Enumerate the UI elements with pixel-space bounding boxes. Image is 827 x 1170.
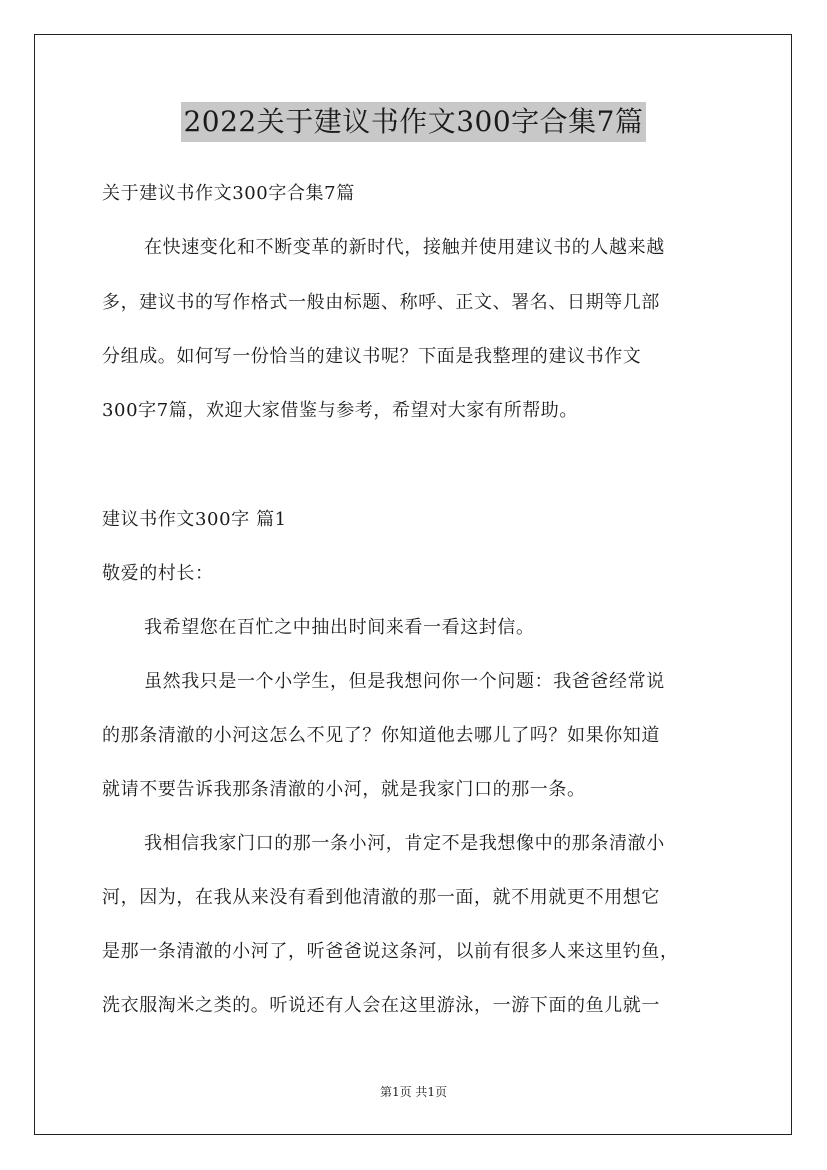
body-line: 我相信我家门口的那一条小河，肯定不是我想像中的那条清澈小 [144,833,665,854]
intro-line: 分组成。如何写一份恰当的建议书呢？下面是我整理的建议书作文 [102,346,642,367]
intro-line: 多，建议书的写作格式一般由标题、称呼、正文、署名、日期等几部 [102,292,660,313]
body-line: 虽然我只是一个小学生，但是我想问你一个问题：我爸爸经常说 [144,671,665,692]
body-line: 的那条清澈的小河这怎么不见了？你知道他去哪儿了吗？如果你知道 [102,725,660,746]
document-subtitle: 关于建议书作文300字合集7篇 [102,183,355,204]
title-container [0,102,827,142]
salutation: 敬爱的村长： [102,563,214,584]
body-line: 是那一条清澈的小河了，听爸爸说这条河，以前有很多人来这里钓鱼， [102,941,679,962]
intro-line: 在快速变化和不断变革的新时代，接触并使用建议书的人越来越 [144,237,665,258]
document-title: 2022关于建议书作文300字合集7篇 [181,102,645,142]
intro-line: 300字7篇，欢迎大家借鉴与参考，希望对大家有所帮助。 [102,400,579,421]
body-line: 河，因为，在我从来没有看到他清澈的那一面，就不用就更不用想它 [102,887,660,908]
body-line: 洗衣服淘米之类的。听说还有人会在这里游泳，一游下面的鱼儿就一 [102,995,660,1016]
section-heading: 建议书作文300字 篇1 [102,509,287,530]
page-footer: 第1页 共1页 [379,1085,448,1099]
body-line: 就请不要告诉我那条清澈的小河，就是我家门口的那一条。 [102,779,586,800]
body-line: 我希望您在百忙之中抽出时间来看一看这封信。 [144,617,535,638]
